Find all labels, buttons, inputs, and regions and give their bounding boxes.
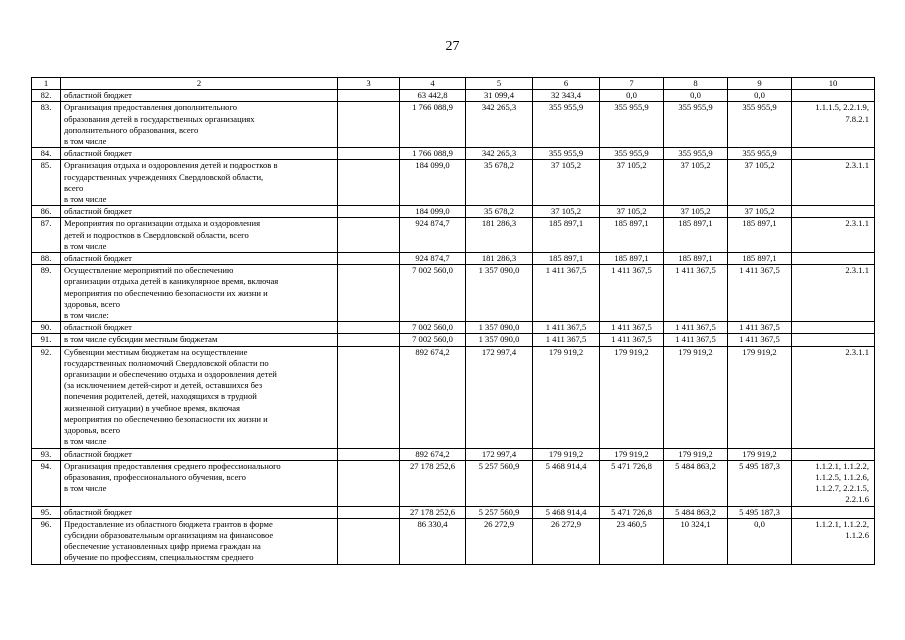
row-number-cell: 90.: [32, 322, 61, 334]
column-header: 7: [600, 78, 664, 90]
value-col-7-cell: 5 471 726,8: [600, 460, 664, 506]
item-name-cell: [61, 253, 338, 265]
value-col-8-cell: 179 919,2: [664, 346, 728, 448]
target-ref-cell: [792, 518, 875, 564]
value-col-6-cell: 179 919,2: [533, 448, 600, 460]
value-col-8-cell: 5 484 863,2: [664, 460, 728, 506]
value-col-9-cell: 179 919,2: [728, 448, 792, 460]
item-name-cell: [61, 206, 338, 218]
value-col-4-cell: 7 002 560,0: [400, 265, 466, 322]
item-name-line: в том числе:: [64, 310, 109, 321]
target-ref-cell: [792, 206, 875, 218]
value-col-5-cell: 342 265,3: [466, 102, 533, 148]
item-name-line: организации и обеспечению отдыха и оздоровления детей: [64, 369, 277, 380]
target-ref-line: 2.3.1.1: [845, 265, 869, 276]
table-row: [32, 448, 875, 460]
value-col-8-cell: 1 411 367,5: [664, 334, 728, 346]
column-3-cell: [338, 460, 400, 506]
row-number-cell: 85.: [32, 160, 61, 206]
column-header: 8: [664, 78, 728, 90]
row-number-cell: 94.: [32, 460, 61, 506]
row-number-cell: 96.: [32, 518, 61, 564]
column-header: 4: [400, 78, 466, 90]
item-name-cell: [61, 265, 338, 322]
target-ref-line: 2.3.1.1: [845, 218, 869, 229]
item-name-line: Субвенции местным бюджетам на осуществление: [64, 346, 248, 357]
target-ref-line: 1.1.2.1, 1.1.2.2,: [815, 460, 869, 471]
row-number-cell: 93.: [32, 448, 61, 460]
target-ref-cell: [792, 460, 875, 506]
table-body: [32, 90, 875, 564]
item-name-line: здоровья, всего: [64, 298, 121, 309]
value-col-4-cell: 924 874,7: [400, 218, 466, 253]
value-col-7-cell: 185 897,1: [600, 253, 664, 265]
target-ref-cell: [792, 322, 875, 334]
target-ref-line: 2.2.1.6: [845, 494, 869, 505]
column-3-cell: [338, 265, 400, 322]
value-col-8-cell: 185 897,1: [664, 253, 728, 265]
value-col-4-cell: 27 178 252,6: [400, 506, 466, 518]
row-number-cell: 91.: [32, 334, 61, 346]
target-ref-line: 1.1.2.5, 1.1.2.6,: [815, 471, 869, 482]
column-3-cell: [338, 448, 400, 460]
value-col-7-cell: 1 411 367,5: [600, 334, 664, 346]
value-col-6-cell: 355 955,9: [533, 148, 600, 160]
value-col-4-cell: 86 330,4: [400, 518, 466, 564]
value-col-7-cell: 5 471 726,8: [600, 506, 664, 518]
value-col-9-cell: 1 411 367,5: [728, 265, 792, 322]
column-3-cell: [338, 346, 400, 448]
column-3-cell: [338, 322, 400, 334]
value-col-9-cell: 1 411 367,5: [728, 334, 792, 346]
table-row: [32, 253, 875, 265]
value-col-9-cell: 185 897,1: [728, 218, 792, 253]
target-ref-cell: [792, 218, 875, 253]
value-col-7-cell: 1 411 367,5: [600, 265, 664, 322]
target-ref-line: 2.3.1.1: [845, 160, 869, 171]
value-col-6-cell: 185 897,1: [533, 218, 600, 253]
item-name-cell: [61, 518, 338, 564]
item-name-line: в том числе: [64, 240, 107, 251]
row-number-cell: 88.: [32, 253, 61, 265]
value-col-5-cell: 181 286,3: [466, 253, 533, 265]
value-col-4-cell: 184 099,0: [400, 206, 466, 218]
value-col-8-cell: 1 411 367,5: [664, 322, 728, 334]
item-name-line: областной бюджет: [64, 90, 132, 101]
value-col-8-cell: 1 411 367,5: [664, 265, 728, 322]
value-col-7-cell: 37 105,2: [600, 160, 664, 206]
item-name-cell: [61, 460, 338, 506]
item-name-line: (за исключением детей-сирот и детей, оставшихся без: [64, 380, 263, 391]
value-col-6-cell: 1 411 367,5: [533, 265, 600, 322]
table-row: [32, 102, 875, 148]
value-col-8-cell: 355 955,9: [664, 148, 728, 160]
column-3-cell: [338, 253, 400, 265]
value-col-7-cell: 355 955,9: [600, 148, 664, 160]
column-header: 6: [533, 78, 600, 90]
value-col-5-cell: 35 678,2: [466, 206, 533, 218]
value-col-6-cell: 1 411 367,5: [533, 322, 600, 334]
item-name-line: в том числе: [64, 483, 107, 494]
value-col-5-cell: 31 099,4: [466, 90, 533, 102]
value-col-4-cell: 924 874,7: [400, 253, 466, 265]
value-col-8-cell: 185 897,1: [664, 218, 728, 253]
item-name-line: попечения родителей, детей, находящихся в трудной: [64, 391, 257, 402]
value-col-4-cell: 184 099,0: [400, 160, 466, 206]
value-col-7-cell: 37 105,2: [600, 206, 664, 218]
value-col-5-cell: 172 997,4: [466, 346, 533, 448]
item-name-line: обучение по профессиям, специальностям среднего: [64, 552, 254, 563]
value-col-5-cell: 1 357 090,0: [466, 334, 533, 346]
column-3-cell: [338, 518, 400, 564]
target-ref-line: 1.1.2.7, 2.2.1.5,: [815, 483, 869, 494]
table-row: [32, 218, 875, 253]
value-col-5-cell: 1 357 090,0: [466, 265, 533, 322]
item-name-line: Организация предоставления дополнительного: [64, 102, 238, 113]
item-name-line: областной бюджет: [64, 322, 132, 333]
target-ref-cell: [792, 160, 875, 206]
item-name-line: мероприятия по обеспечению безопасности их жизни и: [64, 287, 268, 298]
value-col-7-cell: 1 411 367,5: [600, 322, 664, 334]
row-number-cell: 84.: [32, 148, 61, 160]
value-col-4-cell: 1 766 088,9: [400, 148, 466, 160]
value-col-9-cell: 355 955,9: [728, 148, 792, 160]
value-col-4-cell: 63 442,8: [400, 90, 466, 102]
value-col-9-cell: 185 897,1: [728, 253, 792, 265]
column-3-cell: [338, 218, 400, 253]
value-col-5-cell: 26 272,9: [466, 518, 533, 564]
row-number-cell: 95.: [32, 506, 61, 518]
item-name-line: Осуществление мероприятий по обеспечению: [64, 265, 234, 276]
budget-table: [31, 77, 875, 565]
item-name-line: в том числе: [64, 436, 107, 447]
value-col-6-cell: 179 919,2: [533, 346, 600, 448]
value-col-9-cell: 179 919,2: [728, 346, 792, 448]
column-header: 3: [338, 78, 400, 90]
column-3-cell: [338, 148, 400, 160]
value-col-4-cell: 7 002 560,0: [400, 334, 466, 346]
item-name-cell: [61, 160, 338, 206]
value-col-7-cell: 0,0: [600, 90, 664, 102]
target-ref-cell: [792, 90, 875, 102]
target-ref-cell: [792, 334, 875, 346]
value-col-5-cell: 342 265,3: [466, 148, 533, 160]
value-col-9-cell: 355 955,9: [728, 102, 792, 148]
item-name-cell: [61, 346, 338, 448]
item-name-line: обеспечение установленных цифр приема граждан на: [64, 541, 261, 552]
table-row: [32, 322, 875, 334]
item-name-cell: [61, 448, 338, 460]
item-name-line: всего: [64, 182, 84, 193]
item-name-line: здоровья, всего: [64, 425, 121, 436]
target-ref-cell: [792, 448, 875, 460]
column-3-cell: [338, 160, 400, 206]
column-header: 10: [792, 78, 875, 90]
value-col-5-cell: 35 678,2: [466, 160, 533, 206]
table-row: [32, 506, 875, 518]
value-col-6-cell: 355 955,9: [533, 102, 600, 148]
column-3-cell: [338, 334, 400, 346]
item-name-line: Мероприятия по организации отдыха и оздоровления: [64, 218, 261, 229]
item-name-cell: [61, 506, 338, 518]
value-col-9-cell: 37 105,2: [728, 206, 792, 218]
target-ref-line: 7.8.2.1: [845, 113, 869, 124]
row-number-cell: 83.: [32, 102, 61, 148]
value-col-9-cell: 0,0: [728, 90, 792, 102]
item-name-line: областной бюджет: [64, 253, 132, 264]
value-col-7-cell: 179 919,2: [600, 448, 664, 460]
target-ref-cell: [792, 148, 875, 160]
value-col-7-cell: 179 919,2: [600, 346, 664, 448]
value-col-8-cell: 0,0: [664, 90, 728, 102]
value-col-5-cell: 5 257 560,9: [466, 506, 533, 518]
item-name-line: организации отдыха детей в каникулярное время, включая: [64, 276, 279, 287]
item-name-line: в том числе: [64, 136, 107, 147]
item-name-line: государственных учреждениях Свердловской области,: [64, 171, 264, 182]
value-col-5-cell: 5 257 560,9: [466, 460, 533, 506]
value-col-6-cell: 1 411 367,5: [533, 334, 600, 346]
value-col-8-cell: 5 484 863,2: [664, 506, 728, 518]
target-ref-cell: [792, 265, 875, 322]
column-header: 2: [61, 78, 338, 90]
item-name-line: областной бюджет: [64, 506, 132, 517]
item-name-line: жизненной ситуации) в учебное время, включая: [64, 402, 240, 413]
value-col-9-cell: 5 495 187,3: [728, 460, 792, 506]
page-number: 27: [445, 39, 460, 54]
value-col-6-cell: 37 105,2: [533, 206, 600, 218]
value-col-9-cell: 0,0: [728, 518, 792, 564]
column-3-cell: [338, 102, 400, 148]
value-col-6-cell: 5 468 914,4: [533, 460, 600, 506]
value-col-6-cell: 37 105,2: [533, 160, 600, 206]
value-col-7-cell: 185 897,1: [600, 218, 664, 253]
value-col-4-cell: 892 674,2: [400, 346, 466, 448]
target-ref-line: 1.1.2.6: [845, 529, 869, 540]
item-name-line: в том числе: [64, 194, 107, 205]
column-header: 5: [466, 78, 533, 90]
value-col-4-cell: 27 178 252,6: [400, 460, 466, 506]
value-col-7-cell: 23 460,5: [600, 518, 664, 564]
item-name-line: областной бюджет: [64, 448, 132, 459]
table-row: [32, 265, 875, 322]
value-col-8-cell: 10 324,1: [664, 518, 728, 564]
table-header-row: [32, 78, 875, 90]
item-name-cell: [61, 322, 338, 334]
table-row: [32, 334, 875, 346]
item-name-cell: [61, 218, 338, 253]
column-3-cell: [338, 506, 400, 518]
item-name-line: образования, профессионального обучения, всего: [64, 471, 246, 482]
target-ref-cell: [792, 346, 875, 448]
item-name-line: областной бюджет: [64, 148, 132, 159]
value-col-8-cell: 37 105,2: [664, 206, 728, 218]
item-name-line: дополнительного образования, всего: [64, 124, 199, 135]
item-name-line: субсидии образовательным организациям на финансовое: [64, 529, 274, 540]
value-col-8-cell: 37 105,2: [664, 160, 728, 206]
value-col-9-cell: 37 105,2: [728, 160, 792, 206]
value-col-8-cell: 355 955,9: [664, 102, 728, 148]
value-col-8-cell: 179 919,2: [664, 448, 728, 460]
target-ref-cell: [792, 506, 875, 518]
target-ref-cell: [792, 102, 875, 148]
value-col-5-cell: 172 997,4: [466, 448, 533, 460]
target-ref-line: 2.3.1.1: [845, 346, 869, 357]
item-name-line: детей и подростков в Свердловской области, всего: [64, 229, 249, 240]
value-col-4-cell: 1 766 088,9: [400, 102, 466, 148]
item-name-line: Предоставление из областного бюджета грантов в форме: [64, 518, 273, 529]
item-name-line: в том числе субсидии местным бюджетам: [64, 334, 218, 345]
value-col-4-cell: 7 002 560,0: [400, 322, 466, 334]
item-name-cell: [61, 148, 338, 160]
item-name-cell: [61, 90, 338, 102]
item-name-line: образования детей в государственных организациях: [64, 113, 255, 124]
column-3-cell: [338, 206, 400, 218]
value-col-6-cell: 5 468 914,4: [533, 506, 600, 518]
value-col-6-cell: 32 343,4: [533, 90, 600, 102]
row-number-cell: 87.: [32, 218, 61, 253]
row-number-cell: 82.: [32, 90, 61, 102]
row-number-cell: 92.: [32, 346, 61, 448]
table-row: [32, 346, 875, 448]
value-col-5-cell: 181 286,3: [466, 218, 533, 253]
table-row: [32, 160, 875, 206]
item-name-line: областной бюджет: [64, 206, 132, 217]
table-row: [32, 148, 875, 160]
item-name-line: мероприятия по обеспечению безопасности их жизни и: [64, 413, 268, 424]
column-header: 1: [32, 78, 61, 90]
target-ref-cell: [792, 253, 875, 265]
value-col-5-cell: 1 357 090,0: [466, 322, 533, 334]
value-col-9-cell: 5 495 187,3: [728, 506, 792, 518]
value-col-9-cell: 1 411 367,5: [728, 322, 792, 334]
table-row: [32, 206, 875, 218]
target-ref-line: 1.1.2.1, 1.1.2.2,: [815, 518, 869, 529]
table-row: [32, 460, 875, 506]
value-col-6-cell: 185 897,1: [533, 253, 600, 265]
value-col-6-cell: 26 272,9: [533, 518, 600, 564]
table-row: [32, 518, 875, 564]
item-name-line: Организация отдыха и оздоровления детей и подростков в: [64, 160, 278, 171]
row-number-cell: 89.: [32, 265, 61, 322]
column-header: 9: [728, 78, 792, 90]
target-ref-line: 1.1.1.5, 2.2.1.9,: [815, 102, 869, 113]
item-name-cell: [61, 334, 338, 346]
table-row: [32, 90, 875, 102]
item-name-line: государственных полномочий Свердловской области по: [64, 357, 269, 368]
value-col-7-cell: 355 955,9: [600, 102, 664, 148]
item-name-line: Организация предоставления среднего профессионального: [64, 460, 281, 471]
value-col-4-cell: 892 674,2: [400, 448, 466, 460]
column-3-cell: [338, 90, 400, 102]
item-name-cell: [61, 102, 338, 148]
row-number-cell: 86.: [32, 206, 61, 218]
